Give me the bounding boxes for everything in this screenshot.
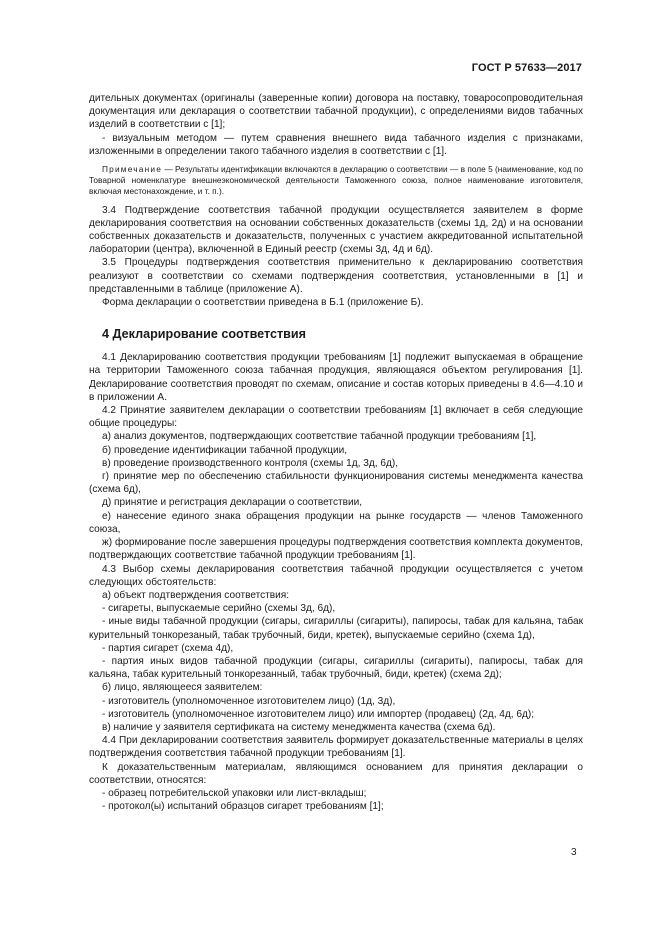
page-body xyxy=(89,92,583,813)
section-title: 4 Декларирование соответствия xyxy=(102,327,307,342)
document-code: ГОСТ Р 57633—2017 xyxy=(471,62,582,74)
list-item: - партия сигарет (схема 4д), xyxy=(102,642,234,654)
list-item: - иные виды табачной продукции (сигары, сигариллы (сигариты), папиросы, табак для кальяна, табак курительный тонкорезаный, табак трубочный, биди, кретек), выпускаемые серийно (схема 1д), xyxy=(89,616,583,641)
list-item: в) проведение производственного контроля (схемы 1д, 3д, 6д), xyxy=(102,457,399,469)
list-item: - партия иных видов табачной продукции (сигары, сигариллы (сигариты), папиросы, табак для кальяна, табак курительный тонкорезанный, табак трубочный, биди, кретек) (схема 2д); xyxy=(89,655,583,681)
page-number: 3 xyxy=(571,847,577,858)
list-item: д) принятие и регистрация декларации о соответствии, xyxy=(102,497,363,509)
paragraph: 3.5 Процедуры подтверждения соответствия применительно к декларированию соответствия реализуют в соответствии со схемами подтверждения соответствия, установленными в [1] и представленными в таблице (приложение А). xyxy=(89,257,583,295)
paragraph: 4.1 Декларированию соответствия продукции требованиям [1] подлежит выпускаемая в обращение на территории Таможенного союза табачная продукция, являющаяся объектом регулирования [1]. Декларирование соответствия проводят по схемам, описание и состав которых приведены в 4.6—4.10 и в приложении А. xyxy=(89,352,583,403)
paragraph: 4.2 Принятие заявителем декларации о соответствии требованиям [1] включает в себя следующие общие процедуры: xyxy=(89,405,583,430)
list-item: в) наличие у заявителя сертификата на систему менеджмента качества (схема 6д). xyxy=(102,721,496,733)
list-item: - изготовитель (уполномоченное изготовителем лицо) или импортер (продавец) (2д, 4д, 6д); xyxy=(102,708,535,720)
paragraph: Форма декларации о соответствии приведена в Б.1 (приложение Б). xyxy=(102,297,424,309)
list-item: б) лицо, являющееся заявителем: xyxy=(102,682,263,694)
paragraph: 4.3 Выбор схемы декларирования соответствия табачной продукции осуществляется с учетом следующих обстоятельств: xyxy=(89,563,583,588)
paragraph: дительных документах (оригиналы (заверенные копии) договора на поставку, товаросопроводительная документация или декларация о соответствии табачной продукции), с определениями видов табачных изделий в соответствии с [1]; xyxy=(89,93,583,131)
list-item: ж) формирование после завершения процедуры подтверждения соответствия комплекта документов, подтверждающих соответствие табачной продукции требованиям [1]. xyxy=(89,537,583,562)
note-label: Примечание xyxy=(102,164,163,175)
list-item: г) принятие мер по обеспечению стабильности функционирования системы менеджмента качества (схема 6д), xyxy=(89,471,583,496)
list-item: - изготовитель (уполномоченное изготовителем лицо) (1д, 3д), xyxy=(102,695,396,707)
paragraph: 3.4 Подтверждение соответствия табачной продукции осуществляется заявителем в форме декларирования соответствия на основании собственных доказательств (схемы 1д, 2д) и на основании собственных доказательств и доказательств, полученных с участием аккредитованной испытательной лаборатории (центра), включенной в Единый реестр (схемы 3д, 4д и 6д). xyxy=(89,204,583,256)
paragraph: 4.4 При декларировании соответствия заявитель формирует доказательственные материалы в целях подтверждения соответствия табачной продукции требованиям [1]. xyxy=(89,735,583,760)
paragraph: К доказательственным материалам, являющимся основанием для принятия декларации о соответствии, относятся: xyxy=(89,761,583,786)
list-item: - сигареты, выпускаемые серийно (схемы 3д, 6д), xyxy=(102,603,336,615)
list-item: а) анализ документов, подтверждающих соответствие табачной продукции требованиям [1], xyxy=(102,431,537,443)
note xyxy=(89,164,583,198)
note-text: — Результаты идентификации включаются в декларацию о соответствии — в поле 5 (наименование, код по Товарной номенклатуре внешнеэкономической деятельности Таможенного союза, полное наименование изготовителя, включая местонахождение, и т. п.). xyxy=(89,164,583,197)
list-item: е) нанесение единого знака обращения продукции на рынке государств — членов Таможенного союза, xyxy=(89,510,583,535)
list-item: - визуальным методом — путем сравнения внешнего вида табачного изделия с признаками, изложенными в определении такого табачного изделия в соответствии с [1]. xyxy=(89,132,583,157)
list-item: а) объект подтверждения соответствия: xyxy=(102,589,290,601)
list-item: - протокол(ы) испытаний образцов сигарет требованиям [1]; xyxy=(102,801,384,813)
list-item: б) проведение идентификации табачной продукции, xyxy=(102,444,348,456)
list-item: - образец потребительской упаковки или лист-вкладыш; xyxy=(102,787,367,799)
